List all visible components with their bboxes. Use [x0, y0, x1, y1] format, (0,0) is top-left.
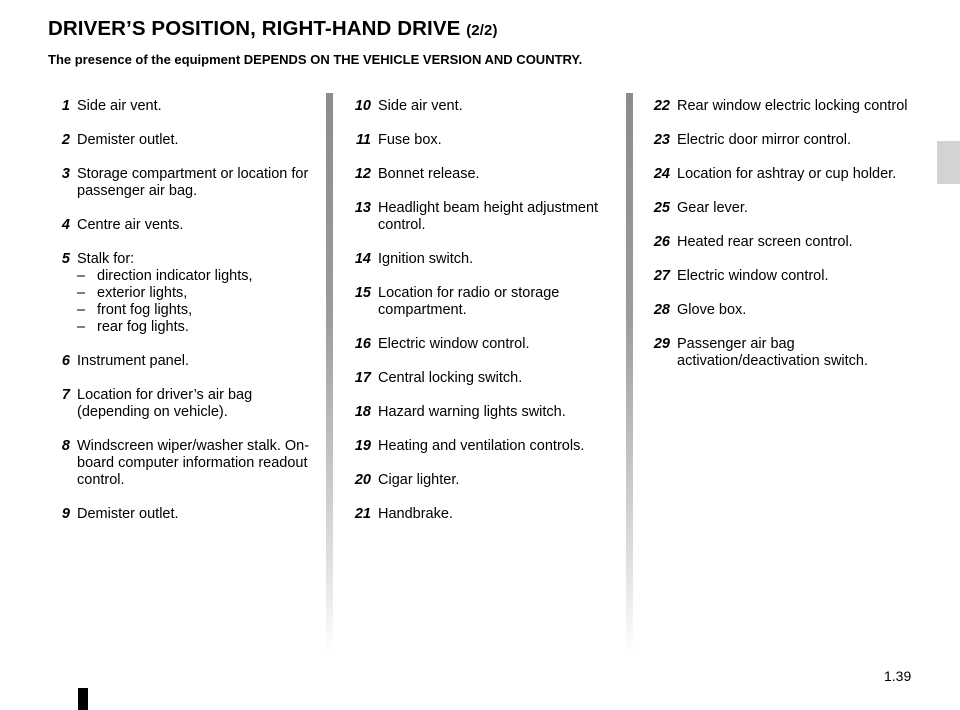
legend-item-text: Ignition switch. — [378, 251, 474, 267]
legend-item — [46, 166, 314, 200]
legend-item-text: Location for radio or storage compartment. — [378, 285, 560, 318]
legend-item-text: Demister outlet. — [77, 506, 179, 522]
legend-item-text: Passenger air bag activation/deactivation switch. — [677, 336, 869, 369]
legend-item — [46, 98, 314, 115]
legend-subitem — [77, 268, 314, 285]
legend-item-number: 14 — [354, 251, 371, 267]
legend-item-number: 5 — [61, 251, 70, 267]
legend-item-number: 18 — [354, 404, 371, 420]
legend-item-text: Instrument panel. — [77, 353, 190, 369]
dash-bullet: – — [77, 319, 86, 335]
legend-item — [347, 132, 615, 149]
legend-subitem-text: direction indicator lights, — [97, 268, 253, 284]
legend-item-number: 24 — [653, 166, 670, 182]
corner-mark — [78, 688, 88, 710]
page-subtitle: The presence of the equipment DEPENDS ON THE VEHICLE VERSION AND COUNTRY. — [48, 52, 583, 67]
legend-item-number: 22 — [653, 98, 670, 114]
legend-item-text: Cigar lighter. — [378, 472, 460, 488]
legend-column-3 — [646, 98, 914, 387]
legend-item — [347, 251, 615, 268]
legend-item-number: 29 — [653, 336, 670, 352]
legend-item — [646, 268, 914, 285]
legend-item-number: 4 — [61, 217, 70, 233]
page-title — [48, 17, 498, 41]
legend-item — [347, 98, 615, 115]
dash-bullet: – — [77, 285, 86, 301]
legend-subitem — [77, 302, 314, 319]
legend-item — [347, 472, 615, 489]
legend-subitem-text: rear fog lights. — [97, 319, 189, 335]
legend-item-text: Heated rear screen control. — [677, 234, 853, 250]
legend-item-text: Side air vent. — [378, 98, 463, 114]
legend-item-text: Heating and ventilation controls. — [378, 438, 585, 454]
legend-item — [347, 506, 615, 523]
legend-item — [46, 438, 314, 489]
legend-item-text: Demister outlet. — [77, 132, 179, 148]
legend-subitem — [77, 319, 314, 336]
legend-item — [46, 353, 314, 370]
legend-item-text: Hazard warning lights switch. — [378, 404, 566, 420]
legend-item-text: Fuse box. — [378, 132, 442, 148]
legend-item-text: Electric window control. — [378, 336, 530, 352]
legend-item-number: 17 — [354, 370, 371, 386]
column-divider-1 — [326, 93, 333, 653]
legend-item — [347, 438, 615, 455]
legend-item-number: 3 — [61, 166, 70, 182]
legend-subitem-text: exterior lights, — [97, 285, 188, 301]
legend-item-text: Centre air vents. — [77, 217, 184, 233]
legend-item — [347, 370, 615, 387]
legend-column-1 — [46, 98, 314, 540]
legend-item-text: Handbrake. — [378, 506, 453, 522]
legend-item-number: 1 — [61, 98, 70, 114]
legend-item-number: 12 — [354, 166, 371, 182]
column-divider-2 — [626, 93, 633, 653]
legend-item-number: 21 — [354, 506, 371, 522]
legend-item-number: 6 — [61, 353, 70, 369]
legend-item-number: 15 — [354, 285, 371, 301]
page-title-suffix: (2/2) — [466, 22, 498, 39]
legend-item — [646, 132, 914, 149]
page-title-text: DRIVER’S POSITION, RIGHT-HAND DRIVE — [48, 17, 461, 40]
legend-item-number: 8 — [61, 438, 70, 454]
legend-item — [646, 234, 914, 251]
legend-item — [347, 200, 615, 234]
legend-item — [646, 336, 914, 370]
legend-item — [347, 336, 615, 353]
legend-item-number: 28 — [653, 302, 670, 318]
legend-item — [646, 98, 914, 115]
legend-item — [46, 251, 314, 336]
legend-item — [46, 132, 314, 149]
legend-item-text: Side air vent. — [77, 98, 162, 114]
legend-item — [347, 285, 615, 319]
legend-item-text: Glove box. — [677, 302, 747, 318]
legend-item-number: 7 — [61, 387, 70, 403]
page-number: 1.39 — [884, 668, 912, 684]
legend-item-number: 16 — [354, 336, 371, 352]
legend-item — [347, 404, 615, 421]
legend-item — [646, 302, 914, 319]
chapter-tab — [937, 141, 960, 184]
legend-item-text: Electric window control. — [677, 268, 829, 284]
legend-item — [46, 387, 314, 421]
legend-item-text: Stalk for: — [77, 251, 135, 267]
legend-item-text: Location for driver’s air bag (depending on vehicle). — [77, 387, 253, 420]
legend-item-number: 27 — [653, 268, 670, 284]
legend-item-number: 9 — [61, 506, 70, 522]
legend-item-text: Storage compartment or location for passenger air bag. — [77, 166, 309, 199]
legend-item-text: Headlight beam height adjustment control. — [378, 200, 599, 233]
legend-item-number: 26 — [653, 234, 670, 250]
legend-item-text: Electric door mirror control. — [677, 132, 852, 148]
legend-item-number: 20 — [354, 472, 371, 488]
legend-item-text: Central locking switch. — [378, 370, 523, 386]
legend-item — [646, 200, 914, 217]
legend-subitem-text: front fog lights, — [97, 302, 193, 318]
legend-item — [347, 166, 615, 183]
legend-item-number: 2 — [61, 132, 70, 148]
dash-bullet: – — [77, 268, 86, 284]
legend-subitem — [77, 285, 314, 302]
legend-item-text: Rear window electric locking control — [677, 98, 908, 114]
legend-item-text: Windscreen wiper/washer stalk. On-board computer information readout control. — [77, 438, 310, 488]
legend-item-number: 23 — [653, 132, 670, 148]
legend-item — [646, 166, 914, 183]
legend-item — [46, 506, 314, 523]
legend-item-text: Bonnet release. — [378, 166, 480, 182]
legend-item-text: Gear lever. — [677, 200, 748, 216]
legend-item-number: 19 — [354, 438, 371, 454]
legend-item-number: 11 — [355, 132, 371, 148]
legend-item-text: Location for ashtray or cup holder. — [677, 166, 897, 182]
legend-item-number: 25 — [653, 200, 670, 216]
legend-column-2 — [347, 98, 615, 540]
legend-item-number: 10 — [354, 98, 371, 114]
legend-item — [46, 217, 314, 234]
dash-bullet: – — [77, 302, 86, 318]
legend-item-number: 13 — [354, 200, 371, 216]
